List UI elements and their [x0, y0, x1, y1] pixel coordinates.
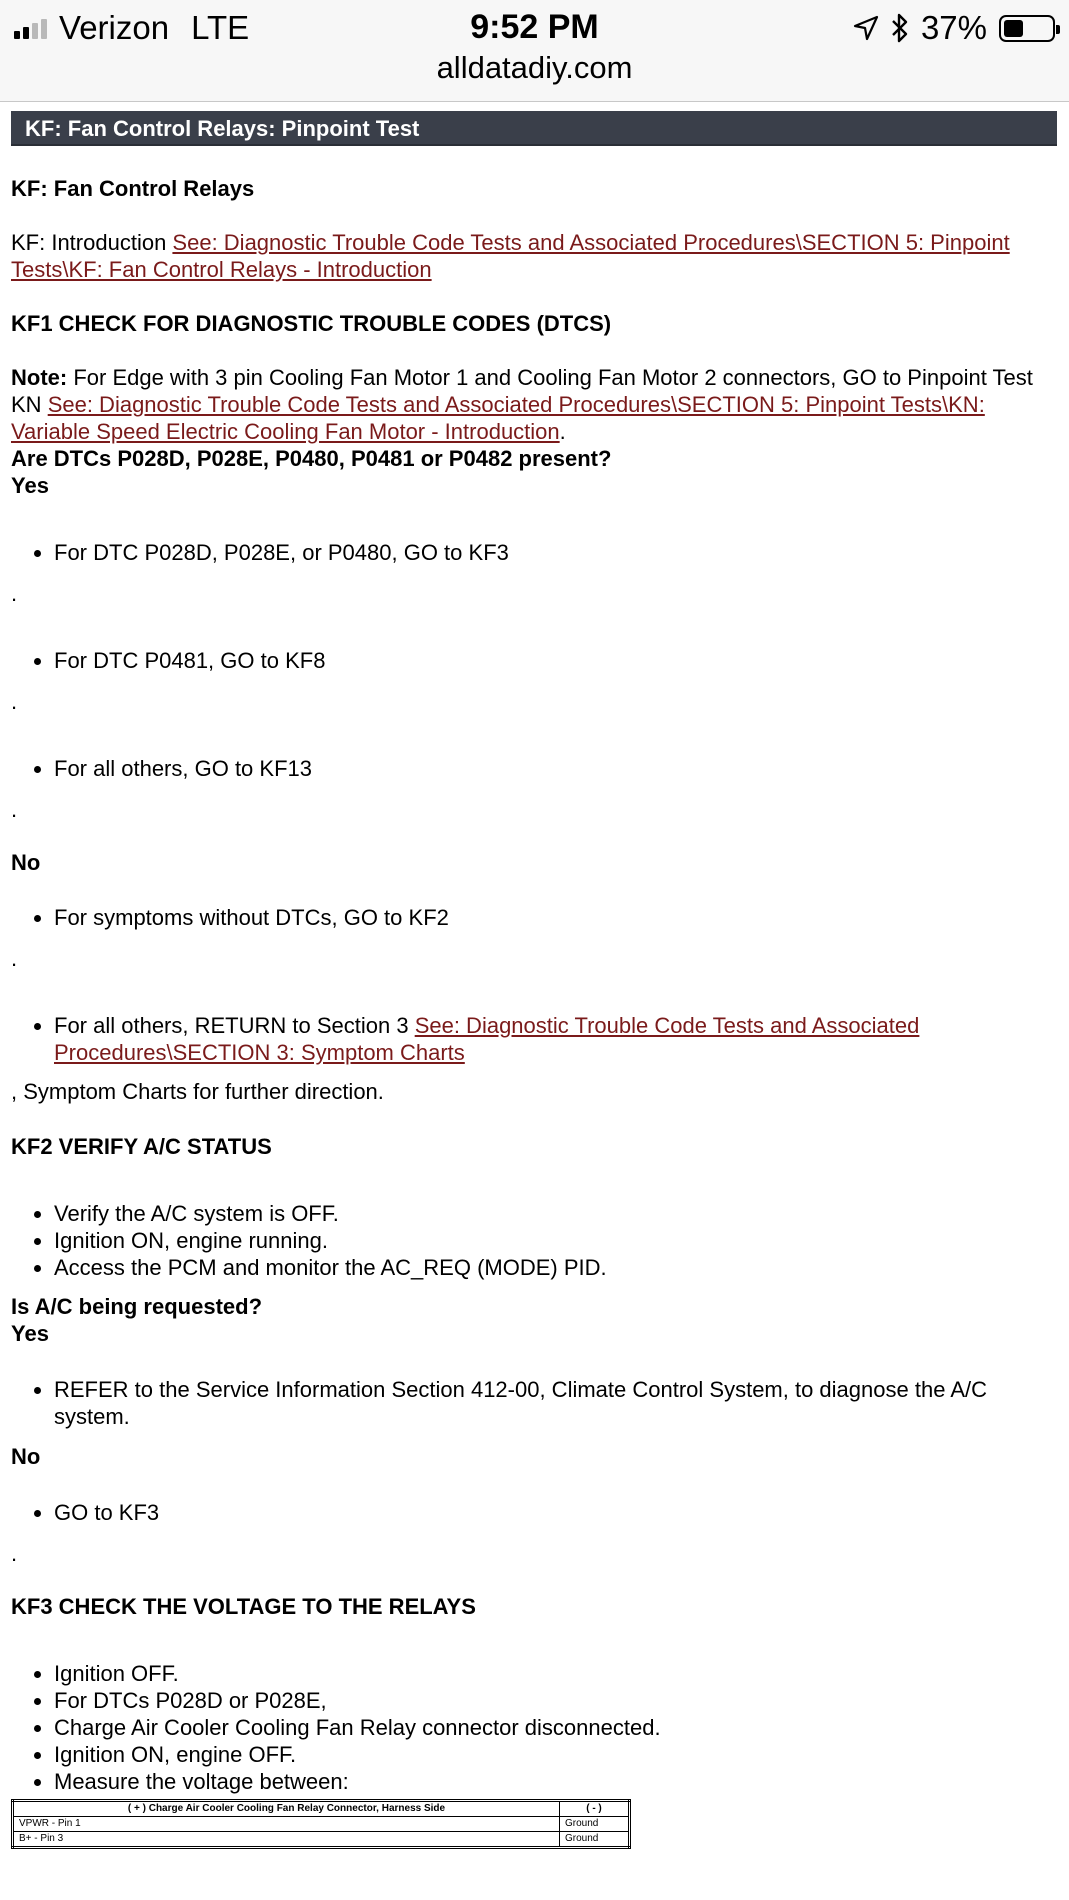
list-item: • For all others, GO to KF13 [54, 755, 1057, 782]
list-item: • Verify the A/C system is OFF. [54, 1200, 1057, 1227]
kf1-question: Are DTCs P028D, P028E, P0480, P0481 or P0482 present? [11, 446, 612, 471]
note-end: . [559, 419, 566, 444]
battery-percent: 37% [920, 9, 987, 46]
separator-dot: . [11, 581, 18, 606]
table-cell: B+ - Pin 3 [13, 1832, 560, 1848]
kf3-heading: KF3 CHECK THE VOLTAGE TO THE RELAYS [11, 1594, 476, 1619]
intro-label: KF: Introduction [11, 230, 173, 255]
list-item: • Charge Air Cooler Cooling Fan Relay connector disconnected. [54, 1714, 1057, 1741]
carrier-name: Verizon [59, 9, 170, 46]
article-content [11, 111, 1057, 1849]
return-text: For all others, RETURN to Section 3 [54, 1013, 415, 1038]
note-link[interactable]: See: Diagnostic Trouble Code Tests and Associated Procedures\SECTION 5: Pinpoint Tests\KN: Variable Speed Electric Cooling Fan Motor - Introduction [11, 392, 985, 444]
intro-link[interactable]: See: Diagnostic Trouble Code Tests and Associated Procedures\SECTION 5: Pinpoint Tests\KF: Fan Control Relays - Introduction [11, 230, 1010, 282]
list-item: • Ignition OFF. [54, 1660, 1057, 1687]
separator-dot: . [11, 946, 18, 971]
ios-status-bar [0, 0, 1069, 102]
kf1-no-label: No [11, 850, 41, 875]
network-type: LTE [191, 9, 250, 46]
list-item [54, 1012, 1057, 1066]
voltage-spec-table [11, 1799, 631, 1849]
list-item: • Ignition ON, engine running. [54, 1227, 1057, 1254]
separator-dot: . [11, 1541, 18, 1566]
kf3-steps [11, 1660, 1057, 1795]
table-row [13, 1832, 630, 1848]
clock: 9:52 PM [470, 8, 599, 46]
kf2-heading: KF2 VERIFY A/C STATUS [11, 1134, 272, 1159]
bluetooth-icon [891, 13, 909, 43]
list-item: • For DTCs P028D or P028E, [54, 1687, 1057, 1714]
list-item: • Access the PCM and monitor the AC_REQ (MODE) PID. [54, 1254, 1057, 1281]
kf1-yes-list [11, 539, 1057, 566]
kf2-yes-label: Yes [11, 1321, 49, 1346]
location-arrow-icon [853, 15, 879, 41]
intro-paragraph [11, 229, 1057, 283]
note-label: Note: [11, 365, 68, 390]
kf2-no-list [11, 1499, 1057, 1526]
table-cell: Ground [560, 1832, 630, 1848]
column-header: ( + ) Charge Air Cooler Cooling Fan Relay Connector, Harness Side [13, 1801, 560, 1817]
status-right [853, 8, 1055, 48]
kf1-no-list-2 [11, 1012, 1057, 1066]
kf1-heading: KF1 CHECK FOR DIAGNOSTIC TROUBLE CODES (DTCS) [11, 311, 612, 336]
note-text: For Edge with 3 pin Cooling Fan Motor 1 and Cooling Fan Motor 2 connectors, GO to Pinpoint Test KN [11, 365, 1033, 417]
address-bar-url[interactable]: alldatadiy.com [436, 50, 633, 85]
kf1-no-list [11, 904, 1057, 931]
kf1-yes-label: Yes [11, 473, 49, 498]
list-item: • GO to KF3 [54, 1499, 1057, 1526]
kf2-question: Is A/C being requested? [11, 1294, 263, 1319]
list-item: • For symptoms without DTCs, GO to KF2 [54, 904, 1057, 931]
table-cell: Ground [560, 1817, 630, 1832]
kf2-yes-list [11, 1376, 1057, 1430]
kf1-yes-list-2 [11, 647, 1057, 674]
table-header-row [13, 1801, 630, 1817]
symptom-charts-note: , Symptom Charts for further direction. [11, 1079, 384, 1104]
column-header: ( - ) [560, 1801, 630, 1817]
symptom-charts-link[interactable]: See: Diagnostic Trouble Code Tests and Associated Procedures\SECTION 3: Symptom Charts [54, 1013, 920, 1065]
kf1-yes-list-3 [11, 755, 1057, 782]
list-item: • For DTC P028D, P028E, or P0480, GO to KF3 [54, 539, 1057, 566]
list-item: • REFER to the Service Information Section 412-00, Climate Control System, to diagnose the A/C system. [54, 1376, 1057, 1430]
table-cell: VPWR - Pin 1 [13, 1817, 560, 1832]
kf2-steps [11, 1200, 1057, 1281]
list-item: • Measure the voltage between: [54, 1768, 1057, 1795]
list-item: • Ignition ON, engine OFF. [54, 1741, 1057, 1768]
battery-icon [999, 15, 1055, 42]
page-title: KF: Fan Control Relays: Pinpoint Test [11, 111, 1057, 146]
kf2-no-label: No [11, 1444, 41, 1469]
separator-dot: . [11, 689, 18, 714]
separator-dot: . [11, 797, 18, 822]
table-row [13, 1817, 630, 1832]
section-heading: KF: Fan Control Relays [11, 176, 255, 201]
kf1-note [11, 364, 1057, 445]
list-item: • For DTC P0481, GO to KF8 [54, 647, 1057, 674]
